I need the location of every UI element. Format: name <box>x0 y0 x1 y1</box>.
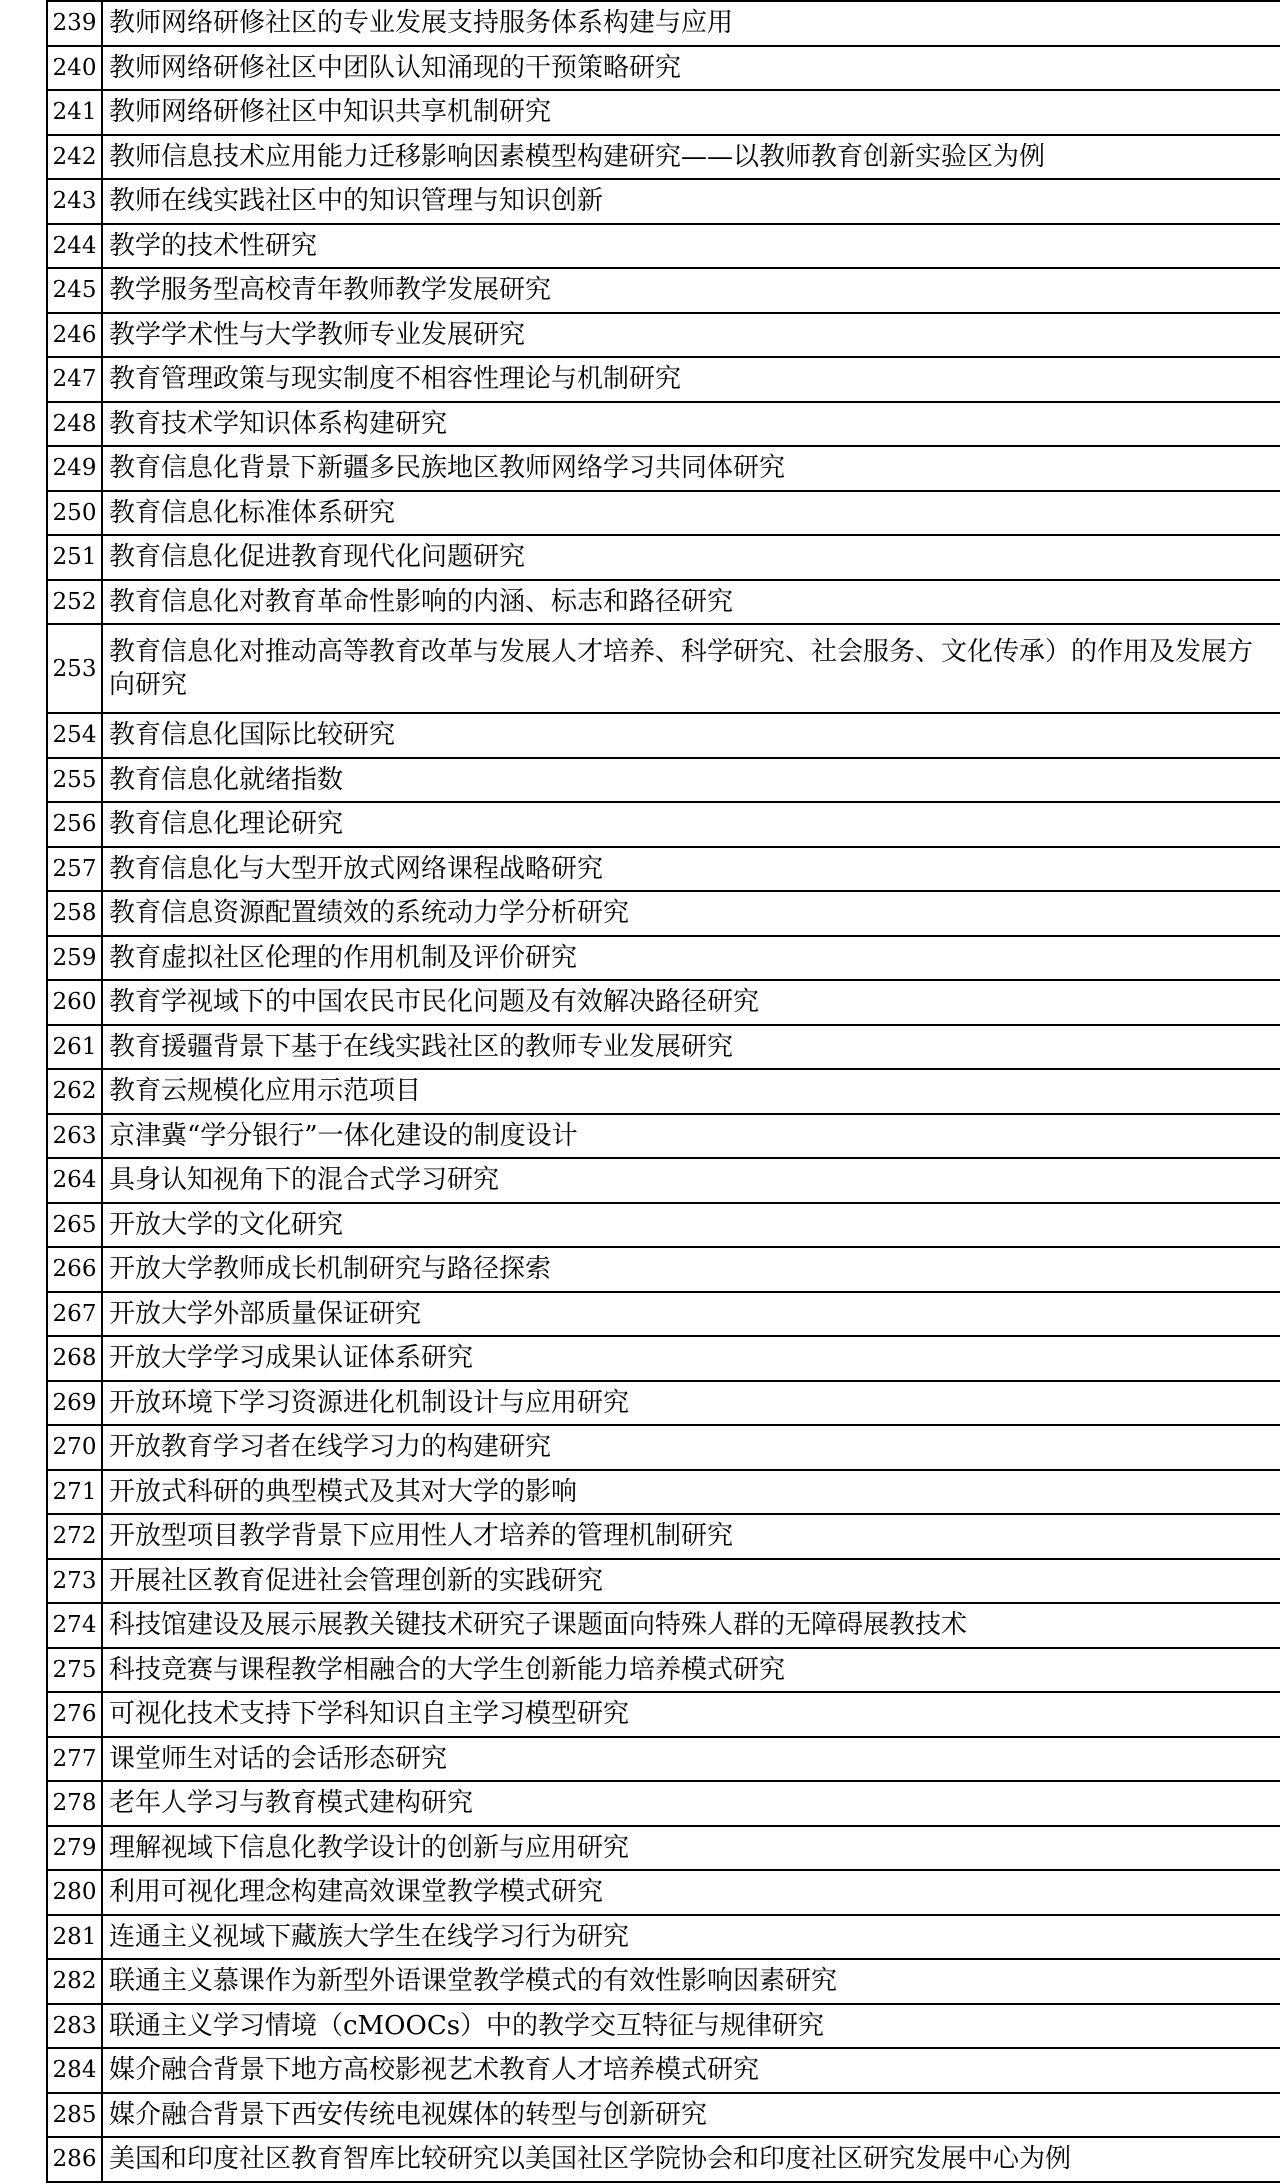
project-title: 教育云规模化应用示范项目 <box>102 1069 1280 1114</box>
row-number: 257 <box>47 847 102 892</box>
project-title: 教学的技术性研究 <box>102 224 1280 269</box>
row-number: 244 <box>47 224 102 269</box>
row-number: 248 <box>47 402 102 447</box>
project-title: 教育学视域下的中国农民市民化问题及有效解决路径研究 <box>102 980 1280 1025</box>
project-title: 连通主义视域下藏族大学生在线学习行为研究 <box>102 1915 1280 1960</box>
project-title: 开放大学教师成长机制研究与路径探索 <box>102 1247 1280 1292</box>
table-row <box>47 580 1280 625</box>
project-title: 教学服务型高校青年教师教学发展研究 <box>102 268 1280 313</box>
table-row <box>47 1781 1280 1826</box>
table-row <box>47 535 1280 580</box>
table-row <box>47 1737 1280 1782</box>
row-number: 251 <box>47 535 102 580</box>
project-title: 教育信息化对推动高等教育改革与发展人才培养、科学研究、社会服务、文化传承）的作用及发展方向研究 <box>102 624 1280 713</box>
table-row <box>47 1915 1280 1960</box>
project-title: 教师网络研修社区中知识共享机制研究 <box>102 90 1280 135</box>
row-number: 281 <box>47 1915 102 1960</box>
table-row <box>47 1292 1280 1337</box>
row-number: 246 <box>47 313 102 358</box>
project-title: 开放型项目教学背景下应用性人才培养的管理机制研究 <box>102 1514 1280 1559</box>
project-title: 媒介融合背景下地方高校影视艺术教育人才培养模式研究 <box>102 2048 1280 2093</box>
row-number: 274 <box>47 1603 102 1648</box>
row-number: 261 <box>47 1025 102 1070</box>
row-number: 269 <box>47 1381 102 1426</box>
table-row <box>47 980 1280 1025</box>
row-number: 280 <box>47 1870 102 1915</box>
project-title: 教育信息化标准体系研究 <box>102 491 1280 536</box>
row-number: 271 <box>47 1470 102 1515</box>
table-row <box>47 758 1280 803</box>
project-title: 教师信息技术应用能力迁移影响因素模型构建研究——以教师教育创新实验区为例 <box>102 135 1280 180</box>
project-title: 利用可视化理念构建高效课堂教学模式研究 <box>102 1870 1280 1915</box>
table-row <box>47 1025 1280 1070</box>
row-number: 286 <box>47 2137 102 2182</box>
table-row <box>47 1559 1280 1604</box>
table-row <box>47 446 1280 491</box>
row-number: 263 <box>47 1114 102 1159</box>
table-row <box>47 2004 1280 2049</box>
row-number: 254 <box>47 713 102 758</box>
row-number: 256 <box>47 802 102 847</box>
row-number: 252 <box>47 580 102 625</box>
project-title: 教育管理政策与现实制度不相容性理论与机制研究 <box>102 357 1280 402</box>
row-number: 264 <box>47 1158 102 1203</box>
project-title: 教育信息化就绪指数 <box>102 758 1280 803</box>
table-row <box>47 2137 1280 2182</box>
project-list-table <box>46 0 1280 2183</box>
table-body <box>47 1 1280 2182</box>
row-number: 247 <box>47 357 102 402</box>
row-number: 243 <box>47 179 102 224</box>
row-number: 279 <box>47 1826 102 1871</box>
project-title: 京津冀“学分银行”一体化建设的制度设计 <box>102 1114 1280 1159</box>
table-row <box>47 2093 1280 2138</box>
project-title: 教育信息化与大型开放式网络课程战略研究 <box>102 847 1280 892</box>
row-number: 273 <box>47 1559 102 1604</box>
project-title: 课堂师生对话的会话形态研究 <box>102 1737 1280 1782</box>
project-title: 科技竞赛与课程教学相融合的大学生创新能力培养模式研究 <box>102 1648 1280 1693</box>
table-row <box>47 802 1280 847</box>
project-title: 开展社区教育促进社会管理创新的实践研究 <box>102 1559 1280 1604</box>
table-row <box>47 847 1280 892</box>
table-row <box>47 624 1280 713</box>
table-row <box>47 224 1280 269</box>
table-row <box>47 1826 1280 1871</box>
project-title: 教育信息化理论研究 <box>102 802 1280 847</box>
project-title: 教育信息资源配置绩效的系统动力学分析研究 <box>102 891 1280 936</box>
row-number: 285 <box>47 2093 102 2138</box>
table-row <box>47 1381 1280 1426</box>
row-number: 250 <box>47 491 102 536</box>
project-title: 开放大学学习成果认证体系研究 <box>102 1336 1280 1381</box>
row-number: 284 <box>47 2048 102 2093</box>
row-number: 255 <box>47 758 102 803</box>
project-title: 教师网络研修社区中团队认知涌现的干预策略研究 <box>102 46 1280 91</box>
row-number: 240 <box>47 46 102 91</box>
table-row <box>47 1603 1280 1648</box>
row-number: 239 <box>47 1 102 46</box>
table-row <box>47 135 1280 180</box>
project-title: 教育信息化对教育革命性影响的内涵、标志和路径研究 <box>102 580 1280 625</box>
table-row <box>47 891 1280 936</box>
project-title: 教育信息化国际比较研究 <box>102 713 1280 758</box>
row-number: 242 <box>47 135 102 180</box>
project-title: 具身认知视角下的混合式学习研究 <box>102 1158 1280 1203</box>
table-row <box>47 1959 1280 2004</box>
project-title: 教师在线实践社区中的知识管理与知识创新 <box>102 179 1280 224</box>
table-row <box>47 268 1280 313</box>
table-row <box>47 491 1280 536</box>
table-row <box>47 1069 1280 1114</box>
row-number: 262 <box>47 1069 102 1114</box>
project-title: 科技馆建设及展示展教关键技术研究子课题面向特殊人群的无障碍展教技术 <box>102 1603 1280 1648</box>
project-title: 教学学术性与大学教师专业发展研究 <box>102 313 1280 358</box>
project-title: 教育信息化促进教育现代化问题研究 <box>102 535 1280 580</box>
project-title: 媒介融合背景下西安传统电视媒体的转型与创新研究 <box>102 2093 1280 2138</box>
table-row <box>47 357 1280 402</box>
row-number: 258 <box>47 891 102 936</box>
project-title: 教育技术学知识体系构建研究 <box>102 402 1280 447</box>
row-number: 253 <box>47 624 102 713</box>
table-row <box>47 1203 1280 1248</box>
table-row <box>47 1692 1280 1737</box>
row-number: 283 <box>47 2004 102 2049</box>
row-number: 275 <box>47 1648 102 1693</box>
row-number: 267 <box>47 1292 102 1337</box>
table-row <box>47 1425 1280 1470</box>
table-row <box>47 1514 1280 1559</box>
table-row <box>47 179 1280 224</box>
row-number: 249 <box>47 446 102 491</box>
row-number: 241 <box>47 90 102 135</box>
table-row <box>47 713 1280 758</box>
row-number: 272 <box>47 1514 102 1559</box>
row-number: 270 <box>47 1425 102 1470</box>
row-number: 277 <box>47 1737 102 1782</box>
row-number: 268 <box>47 1336 102 1381</box>
row-number: 282 <box>47 1959 102 2004</box>
row-number: 260 <box>47 980 102 1025</box>
row-number: 259 <box>47 936 102 981</box>
table-row <box>47 1158 1280 1203</box>
table-row <box>47 1 1280 46</box>
project-title: 开放大学外部质量保证研究 <box>102 1292 1280 1337</box>
project-title: 教育虚拟社区伦理的作用机制及评价研究 <box>102 936 1280 981</box>
table-row <box>47 2048 1280 2093</box>
project-title: 可视化技术支持下学科知识自主学习模型研究 <box>102 1692 1280 1737</box>
project-title: 教育援疆背景下基于在线实践社区的教师专业发展研究 <box>102 1025 1280 1070</box>
table-row <box>47 1114 1280 1159</box>
table-row <box>47 1648 1280 1693</box>
project-title: 理解视域下信息化教学设计的创新与应用研究 <box>102 1826 1280 1871</box>
table-row <box>47 46 1280 91</box>
project-title: 开放大学的文化研究 <box>102 1203 1280 1248</box>
project-title: 开放教育学习者在线学习力的构建研究 <box>102 1425 1280 1470</box>
project-title: 教育信息化背景下新疆多民族地区教师网络学习共同体研究 <box>102 446 1280 491</box>
project-title: 联通主义学习情境（cMOOCs）中的教学交互特征与规律研究 <box>102 2004 1280 2049</box>
table-row <box>47 402 1280 447</box>
row-number: 266 <box>47 1247 102 1292</box>
row-number: 276 <box>47 1692 102 1737</box>
row-number: 265 <box>47 1203 102 1248</box>
project-title: 联通主义慕课作为新型外语课堂教学模式的有效性影响因素研究 <box>102 1959 1280 2004</box>
project-title: 开放式科研的典型模式及其对大学的影响 <box>102 1470 1280 1515</box>
table-row <box>47 90 1280 135</box>
project-title: 美国和印度社区教育智库比较研究以美国社区学院协会和印度社区研究发展中心为例 <box>102 2137 1280 2182</box>
table-row <box>47 1336 1280 1381</box>
project-title: 老年人学习与教育模式建构研究 <box>102 1781 1280 1826</box>
table-row <box>47 1870 1280 1915</box>
table-row <box>47 313 1280 358</box>
row-number: 278 <box>47 1781 102 1826</box>
table-row <box>47 1470 1280 1515</box>
project-title: 开放环境下学习资源进化机制设计与应用研究 <box>102 1381 1280 1426</box>
table-row <box>47 1247 1280 1292</box>
project-title: 教师网络研修社区的专业发展支持服务体系构建与应用 <box>102 1 1280 46</box>
table-row <box>47 936 1280 981</box>
row-number: 245 <box>47 268 102 313</box>
